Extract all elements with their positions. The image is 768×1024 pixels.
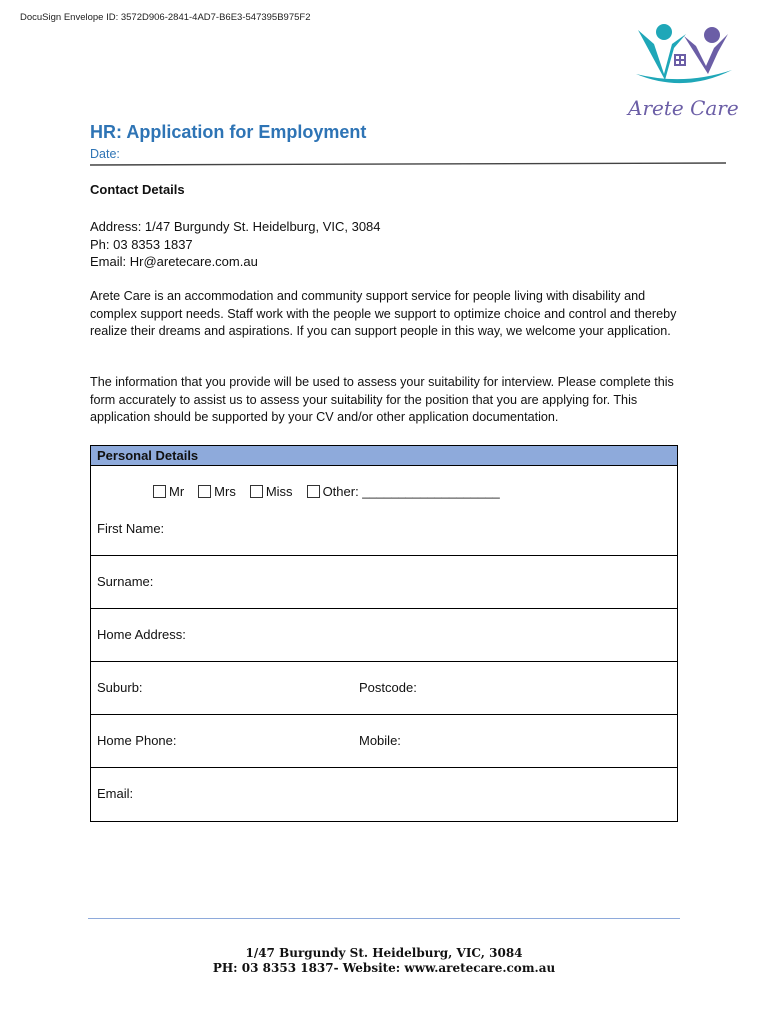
header-divider (90, 161, 726, 167)
date-label: Date: (90, 147, 120, 161)
other-checkbox[interactable] (307, 485, 320, 498)
mobile-field[interactable]: Mobile: (359, 733, 401, 748)
email-field[interactable]: Email: (97, 786, 134, 801)
title-option-other[interactable] (307, 484, 500, 499)
personal-details-form (90, 445, 678, 822)
intro-paragraph: Arete Care is an accommodation and community support service for people living with disability and complex support needs. Staff work with the people we support to optimize choice and control and thereby realize their dreams and aspirations. If you can support people in this way, we welcome your application. (90, 289, 677, 338)
title-option-mrs[interactable] (198, 484, 236, 499)
surname-row (91, 556, 677, 609)
title-options (153, 484, 514, 499)
docusign-envelope-id: DocuSign Envelope ID: 3572D906-2841-4AD7-B6E3-547395B975F2 (20, 12, 311, 23)
page-title: HR: Application for Employment (90, 122, 367, 142)
info-paragraph: The information that you provide will be used to assess your suitability for interview. Please complete this form accurately to assist us to assess your suitability for the position that you are applying for. This application should be supported by your CV and/or other application documentation. (90, 375, 674, 424)
phone-row (91, 715, 677, 768)
suburb-postcode-row (91, 662, 677, 715)
surname-field[interactable]: Surname: (97, 574, 154, 589)
footer-contact: PH: 03 8353 1837- Website: www.aretecare.com.au (212, 961, 556, 975)
title-option-miss[interactable] (250, 484, 293, 499)
miss-label: Miss (265, 484, 293, 499)
home-address-row (91, 609, 677, 662)
contact-details-heading: Contact Details (90, 182, 185, 197)
mr-label: Mr (169, 484, 185, 499)
postcode-field[interactable]: Postcode: (359, 680, 417, 695)
mrs-checkbox[interactable] (198, 485, 211, 498)
logo-wordmark: Arete Care (628, 96, 739, 120)
title-name-row (91, 466, 677, 556)
footer (0, 946, 768, 976)
email-row (91, 768, 677, 821)
title-option-mr[interactable] (153, 484, 184, 499)
footer-address: 1/47 Burgundy St. Heidelburg, VIC, 3084 (245, 946, 523, 960)
contact-email: Email: Hr@aretecare.com.au (90, 254, 258, 269)
contact-phone: Ph: 03 8353 1837 (90, 236, 193, 252)
footer-divider (88, 918, 680, 919)
personal-details-heading: Personal Details (91, 446, 677, 466)
other-label: Other: ___________________ (322, 484, 500, 499)
mr-checkbox[interactable] (153, 485, 166, 498)
mrs-label: Mrs (214, 484, 236, 499)
contact-details (90, 218, 381, 271)
first-name-field[interactable]: First Name: (97, 521, 165, 536)
miss-checkbox[interactable] (250, 485, 263, 498)
home-address-field[interactable]: Home Address: (97, 627, 186, 642)
suburb-field[interactable]: Suburb: (97, 680, 143, 695)
home-phone-field[interactable]: Home Phone: (97, 733, 177, 748)
contact-address: Address: 1/47 Burgundy St. Heidelburg, VIC, 3084 (90, 219, 381, 234)
